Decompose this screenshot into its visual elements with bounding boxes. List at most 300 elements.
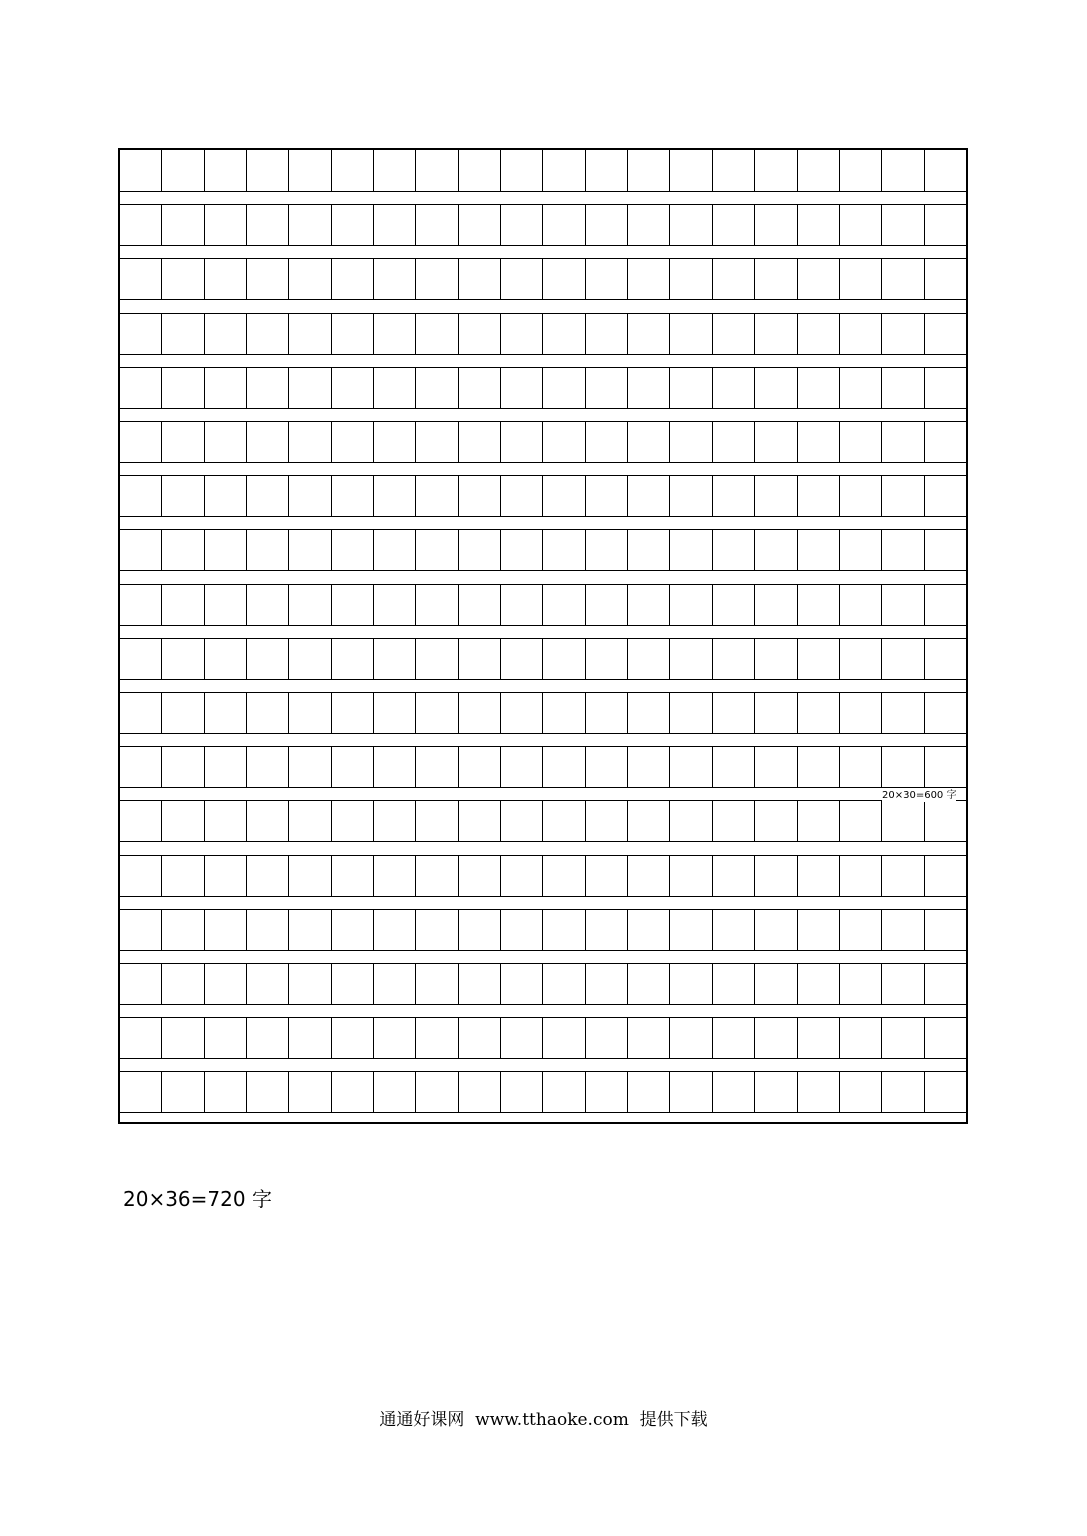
grid-cell[interactable]: [501, 964, 543, 1004]
grid-cell[interactable]: [459, 530, 501, 570]
grid-cell[interactable]: [162, 1018, 204, 1058]
grid-cell[interactable]: [332, 1072, 374, 1112]
grid-cell[interactable]: [670, 585, 712, 625]
grid-cell[interactable]: [501, 476, 543, 516]
grid-cell[interactable]: [289, 910, 331, 950]
grid-cell[interactable]: [543, 1018, 585, 1058]
grid-cell[interactable]: [840, 368, 882, 408]
grid-cell[interactable]: [713, 476, 755, 516]
grid-cell[interactable]: [586, 964, 628, 1004]
grid-cell[interactable]: [162, 1072, 204, 1112]
grid-cell[interactable]: [416, 259, 458, 299]
grid-cell[interactable]: [586, 1018, 628, 1058]
grid-cell[interactable]: [416, 422, 458, 462]
grid-cell[interactable]: [416, 314, 458, 354]
grid-cell[interactable]: [501, 422, 543, 462]
grid-cell[interactable]: [628, 910, 670, 950]
grid-cell[interactable]: [628, 801, 670, 841]
grid-cell[interactable]: [882, 530, 924, 570]
grid-cell[interactable]: [332, 259, 374, 299]
grid-cell[interactable]: [755, 693, 797, 733]
grid-cell[interactable]: [459, 856, 501, 896]
grid-cell[interactable]: [332, 964, 374, 1004]
grid-cell[interactable]: [120, 856, 162, 896]
grid-cell[interactable]: [501, 747, 543, 787]
grid-cell[interactable]: [628, 1018, 670, 1058]
grid-cell[interactable]: [543, 693, 585, 733]
grid-cell[interactable]: [205, 314, 247, 354]
grid-cell[interactable]: [289, 422, 331, 462]
grid-cell[interactable]: [586, 476, 628, 516]
grid-cell[interactable]: [882, 910, 924, 950]
grid-cell[interactable]: [798, 693, 840, 733]
grid-cell[interactable]: [628, 150, 670, 191]
grid-cell[interactable]: [501, 530, 543, 570]
grid-cell[interactable]: [798, 1018, 840, 1058]
grid-cell[interactable]: [840, 910, 882, 950]
grid-cell[interactable]: [374, 530, 416, 570]
grid-cell[interactable]: [670, 259, 712, 299]
grid-cell[interactable]: [543, 910, 585, 950]
grid-cell[interactable]: [882, 422, 924, 462]
grid-cell[interactable]: [798, 422, 840, 462]
grid-cell[interactable]: [882, 585, 924, 625]
grid-cell[interactable]: [459, 422, 501, 462]
grid-cell[interactable]: [840, 476, 882, 516]
grid-cell[interactable]: [798, 1072, 840, 1112]
grid-cell[interactable]: [162, 259, 204, 299]
grid-cell[interactable]: [501, 259, 543, 299]
grid-cell[interactable]: [501, 910, 543, 950]
grid-cell[interactable]: [670, 150, 712, 191]
grid-cell[interactable]: [416, 693, 458, 733]
grid-cell[interactable]: [459, 693, 501, 733]
grid-cell[interactable]: [840, 693, 882, 733]
grid-cell[interactable]: [501, 314, 543, 354]
grid-cell[interactable]: [586, 801, 628, 841]
grid-cell[interactable]: [628, 314, 670, 354]
grid-cell[interactable]: [755, 422, 797, 462]
grid-cell[interactable]: [416, 530, 458, 570]
grid-cell[interactable]: [840, 259, 882, 299]
grid-cell[interactable]: [755, 205, 797, 245]
grid-cell[interactable]: [289, 693, 331, 733]
grid-cell[interactable]: [798, 205, 840, 245]
grid-cell[interactable]: [120, 801, 162, 841]
grid-cell[interactable]: [628, 856, 670, 896]
grid-cell[interactable]: [374, 150, 416, 191]
grid-cell[interactable]: [882, 964, 924, 1004]
grid-cell[interactable]: [162, 205, 204, 245]
grid-cell[interactable]: [332, 422, 374, 462]
grid-cell[interactable]: [628, 1072, 670, 1112]
grid-cell[interactable]: [543, 150, 585, 191]
grid-cell[interactable]: [247, 205, 289, 245]
grid-cell[interactable]: [289, 856, 331, 896]
grid-cell[interactable]: [162, 476, 204, 516]
grid-cell[interactable]: [205, 1018, 247, 1058]
grid-cell[interactable]: [543, 205, 585, 245]
grid-cell[interactable]: [374, 422, 416, 462]
grid-cell[interactable]: [416, 1018, 458, 1058]
grid-cell[interactable]: [798, 368, 840, 408]
grid-cell[interactable]: [882, 747, 924, 787]
grid-cell[interactable]: [925, 205, 966, 245]
grid-cell[interactable]: [459, 368, 501, 408]
grid-cell[interactable]: [670, 693, 712, 733]
grid-cell[interactable]: [289, 368, 331, 408]
grid-cell[interactable]: [798, 964, 840, 1004]
grid-cell[interactable]: [416, 1072, 458, 1112]
grid-cell[interactable]: [670, 801, 712, 841]
grid-cell[interactable]: [247, 422, 289, 462]
grid-cell[interactable]: [120, 964, 162, 1004]
grid-cell[interactable]: [289, 639, 331, 679]
grid-cell[interactable]: [670, 530, 712, 570]
grid-cell[interactable]: [755, 747, 797, 787]
grid-cell[interactable]: [501, 205, 543, 245]
grid-cell[interactable]: [162, 964, 204, 1004]
grid-cell[interactable]: [247, 585, 289, 625]
grid-cell[interactable]: [162, 639, 204, 679]
grid-cell[interactable]: [925, 801, 966, 841]
grid-cell[interactable]: [755, 856, 797, 896]
grid-cell[interactable]: [247, 530, 289, 570]
grid-cell[interactable]: [289, 1072, 331, 1112]
grid-cell[interactable]: [374, 476, 416, 516]
grid-cell[interactable]: [882, 1018, 924, 1058]
grid-cell[interactable]: [459, 314, 501, 354]
grid-cell[interactable]: [501, 1072, 543, 1112]
grid-cell[interactable]: [416, 639, 458, 679]
grid-cell[interactable]: [247, 693, 289, 733]
grid-cell[interactable]: [925, 964, 966, 1004]
grid-cell[interactable]: [798, 476, 840, 516]
grid-cell[interactable]: [543, 368, 585, 408]
grid-cell[interactable]: [925, 585, 966, 625]
grid-cell[interactable]: [205, 693, 247, 733]
grid-cell[interactable]: [713, 1072, 755, 1112]
grid-cell[interactable]: [755, 639, 797, 679]
grid-cell[interactable]: [162, 585, 204, 625]
grid-cell[interactable]: [586, 368, 628, 408]
grid-cell[interactable]: [586, 259, 628, 299]
grid-cell[interactable]: [543, 964, 585, 1004]
grid-cell[interactable]: [840, 314, 882, 354]
grid-cell[interactable]: [882, 314, 924, 354]
grid-cell[interactable]: [713, 530, 755, 570]
grid-cell[interactable]: [670, 476, 712, 516]
grid-cell[interactable]: [713, 964, 755, 1004]
grid-cell[interactable]: [586, 910, 628, 950]
grid-cell[interactable]: [289, 476, 331, 516]
grid-cell[interactable]: [755, 910, 797, 950]
grid-cell[interactable]: [120, 422, 162, 462]
grid-cell[interactable]: [798, 910, 840, 950]
grid-cell[interactable]: [586, 585, 628, 625]
grid-cell[interactable]: [713, 259, 755, 299]
grid-cell[interactable]: [925, 259, 966, 299]
grid-cell[interactable]: [205, 368, 247, 408]
grid-cell[interactable]: [755, 314, 797, 354]
grid-cell[interactable]: [416, 585, 458, 625]
grid-cell[interactable]: [755, 585, 797, 625]
grid-cell[interactable]: [247, 801, 289, 841]
grid-cell[interactable]: [586, 693, 628, 733]
grid-cell[interactable]: [670, 205, 712, 245]
grid-cell[interactable]: [459, 150, 501, 191]
grid-cell[interactable]: [205, 910, 247, 950]
grid-cell[interactable]: [374, 205, 416, 245]
grid-cell[interactable]: [332, 476, 374, 516]
grid-cell[interactable]: [205, 747, 247, 787]
grid-cell[interactable]: [925, 856, 966, 896]
grid-cell[interactable]: [416, 150, 458, 191]
grid-cell[interactable]: [586, 314, 628, 354]
grid-cell[interactable]: [247, 964, 289, 1004]
grid-cell[interactable]: [120, 530, 162, 570]
grid-cell[interactable]: [543, 1072, 585, 1112]
grid-cell[interactable]: [670, 314, 712, 354]
grid-cell[interactable]: [798, 150, 840, 191]
grid-cell[interactable]: [925, 150, 966, 191]
grid-cell[interactable]: [374, 910, 416, 950]
grid-cell[interactable]: [543, 801, 585, 841]
grid-cell[interactable]: [882, 205, 924, 245]
grid-cell[interactable]: [416, 368, 458, 408]
grid-cell[interactable]: [289, 259, 331, 299]
grid-cell[interactable]: [882, 693, 924, 733]
grid-cell[interactable]: [840, 964, 882, 1004]
grid-cell[interactable]: [247, 639, 289, 679]
grid-cell[interactable]: [289, 530, 331, 570]
grid-cell[interactable]: [416, 476, 458, 516]
grid-cell[interactable]: [713, 1018, 755, 1058]
grid-cell[interactable]: [332, 693, 374, 733]
grid-cell[interactable]: [755, 259, 797, 299]
grid-cell[interactable]: [501, 639, 543, 679]
grid-cell[interactable]: [670, 368, 712, 408]
grid-cell[interactable]: [459, 801, 501, 841]
grid-cell[interactable]: [247, 476, 289, 516]
grid-cell[interactable]: [374, 259, 416, 299]
grid-cell[interactable]: [713, 693, 755, 733]
grid-cell[interactable]: [670, 856, 712, 896]
grid-cell[interactable]: [755, 530, 797, 570]
grid-cell[interactable]: [120, 259, 162, 299]
grid-cell[interactable]: [840, 530, 882, 570]
grid-cell[interactable]: [459, 1018, 501, 1058]
grid-cell[interactable]: [628, 205, 670, 245]
grid-cell[interactable]: [374, 639, 416, 679]
grid-cell[interactable]: [670, 747, 712, 787]
grid-cell[interactable]: [374, 747, 416, 787]
grid-cell[interactable]: [374, 314, 416, 354]
grid-cell[interactable]: [713, 747, 755, 787]
grid-cell[interactable]: [120, 150, 162, 191]
grid-cell[interactable]: [543, 259, 585, 299]
grid-cell[interactable]: [459, 205, 501, 245]
grid-cell[interactable]: [840, 747, 882, 787]
grid-cell[interactable]: [925, 747, 966, 787]
grid-cell[interactable]: [798, 530, 840, 570]
grid-cell[interactable]: [501, 801, 543, 841]
grid-cell[interactable]: [925, 1018, 966, 1058]
grid-cell[interactable]: [798, 585, 840, 625]
grid-cell[interactable]: [162, 368, 204, 408]
grid-cell[interactable]: [713, 801, 755, 841]
grid-cell[interactable]: [755, 1018, 797, 1058]
grid-cell[interactable]: [332, 910, 374, 950]
grid-cell[interactable]: [416, 747, 458, 787]
grid-cell[interactable]: [925, 314, 966, 354]
grid-cell[interactable]: [120, 205, 162, 245]
grid-cell[interactable]: [247, 368, 289, 408]
grid-cell[interactable]: [882, 368, 924, 408]
grid-cell[interactable]: [459, 259, 501, 299]
grid-cell[interactable]: [332, 205, 374, 245]
grid-cell[interactable]: [713, 585, 755, 625]
grid-cell[interactable]: [670, 910, 712, 950]
grid-cell[interactable]: [416, 964, 458, 1004]
grid-cell[interactable]: [543, 476, 585, 516]
grid-cell[interactable]: [162, 422, 204, 462]
grid-cell[interactable]: [840, 205, 882, 245]
grid-cell[interactable]: [670, 964, 712, 1004]
grid-cell[interactable]: [840, 422, 882, 462]
grid-cell[interactable]: [205, 476, 247, 516]
grid-cell[interactable]: [374, 856, 416, 896]
grid-cell[interactable]: [925, 476, 966, 516]
grid-cell[interactable]: [120, 1018, 162, 1058]
grid-cell[interactable]: [501, 1018, 543, 1058]
grid-cell[interactable]: [713, 368, 755, 408]
grid-cell[interactable]: [332, 747, 374, 787]
grid-cell[interactable]: [162, 856, 204, 896]
grid-cell[interactable]: [205, 259, 247, 299]
grid-cell[interactable]: [840, 1072, 882, 1112]
grid-cell[interactable]: [416, 205, 458, 245]
grid-cell[interactable]: [289, 314, 331, 354]
grid-cell[interactable]: [586, 205, 628, 245]
grid-cell[interactable]: [628, 747, 670, 787]
grid-cell[interactable]: [205, 964, 247, 1004]
grid-cell[interactable]: [289, 747, 331, 787]
grid-cell[interactable]: [332, 150, 374, 191]
grid-cell[interactable]: [416, 801, 458, 841]
grid-cell[interactable]: [586, 422, 628, 462]
grid-cell[interactable]: [840, 585, 882, 625]
grid-cell[interactable]: [120, 639, 162, 679]
grid-cell[interactable]: [713, 856, 755, 896]
grid-cell[interactable]: [120, 585, 162, 625]
grid-cell[interactable]: [162, 801, 204, 841]
grid-cell[interactable]: [374, 585, 416, 625]
grid-cell[interactable]: [332, 856, 374, 896]
grid-cell[interactable]: [289, 1018, 331, 1058]
grid-cell[interactable]: [205, 205, 247, 245]
grid-cell[interactable]: [205, 422, 247, 462]
grid-cell[interactable]: [120, 693, 162, 733]
grid-cell[interactable]: [628, 639, 670, 679]
grid-cell[interactable]: [120, 368, 162, 408]
grid-cell[interactable]: [882, 259, 924, 299]
grid-cell[interactable]: [798, 259, 840, 299]
grid-cell[interactable]: [459, 747, 501, 787]
grid-cell[interactable]: [713, 205, 755, 245]
grid-cell[interactable]: [628, 693, 670, 733]
grid-cell[interactable]: [840, 856, 882, 896]
grid-cell[interactable]: [332, 530, 374, 570]
grid-cell[interactable]: [374, 368, 416, 408]
grid-cell[interactable]: [755, 1072, 797, 1112]
grid-cell[interactable]: [289, 585, 331, 625]
grid-cell[interactable]: [205, 801, 247, 841]
grid-cell[interactable]: [459, 585, 501, 625]
grid-cell[interactable]: [120, 747, 162, 787]
grid-cell[interactable]: [840, 639, 882, 679]
grid-cell[interactable]: [162, 314, 204, 354]
grid-cell[interactable]: [713, 639, 755, 679]
grid-cell[interactable]: [586, 747, 628, 787]
grid-cell[interactable]: [543, 856, 585, 896]
grid-cell[interactable]: [332, 1018, 374, 1058]
grid-cell[interactable]: [670, 639, 712, 679]
grid-cell[interactable]: [882, 1072, 924, 1112]
grid-cell[interactable]: [374, 801, 416, 841]
grid-cell[interactable]: [459, 964, 501, 1004]
grid-cell[interactable]: [459, 910, 501, 950]
grid-cell[interactable]: [120, 476, 162, 516]
grid-cell[interactable]: [925, 368, 966, 408]
grid-cell[interactable]: [416, 856, 458, 896]
grid-cell[interactable]: [586, 1072, 628, 1112]
grid-cell[interactable]: [543, 530, 585, 570]
grid-cell[interactable]: [247, 314, 289, 354]
grid-cell[interactable]: [416, 910, 458, 950]
grid-cell[interactable]: [628, 259, 670, 299]
grid-cell[interactable]: [332, 639, 374, 679]
grid-cell[interactable]: [925, 422, 966, 462]
grid-cell[interactable]: [247, 150, 289, 191]
grid-cell[interactable]: [247, 856, 289, 896]
grid-cell[interactable]: [925, 530, 966, 570]
grid-cell[interactable]: [670, 1018, 712, 1058]
grid-cell[interactable]: [882, 856, 924, 896]
grid-cell[interactable]: [840, 801, 882, 841]
grid-cell[interactable]: [882, 801, 924, 841]
grid-cell[interactable]: [755, 368, 797, 408]
grid-cell[interactable]: [755, 150, 797, 191]
grid-cell[interactable]: [162, 150, 204, 191]
grid-cell[interactable]: [798, 856, 840, 896]
grid-cell[interactable]: [332, 801, 374, 841]
grid-cell[interactable]: [162, 910, 204, 950]
grid-cell[interactable]: [925, 693, 966, 733]
grid-cell[interactable]: [543, 585, 585, 625]
grid-cell[interactable]: [882, 150, 924, 191]
grid-cell[interactable]: [501, 368, 543, 408]
grid-cell[interactable]: [459, 476, 501, 516]
grid-cell[interactable]: [120, 910, 162, 950]
grid-cell[interactable]: [332, 368, 374, 408]
grid-cell[interactable]: [840, 1018, 882, 1058]
grid-cell[interactable]: [840, 150, 882, 191]
grid-cell[interactable]: [501, 585, 543, 625]
grid-cell[interactable]: [332, 585, 374, 625]
grid-cell[interactable]: [205, 585, 247, 625]
grid-cell[interactable]: [289, 801, 331, 841]
